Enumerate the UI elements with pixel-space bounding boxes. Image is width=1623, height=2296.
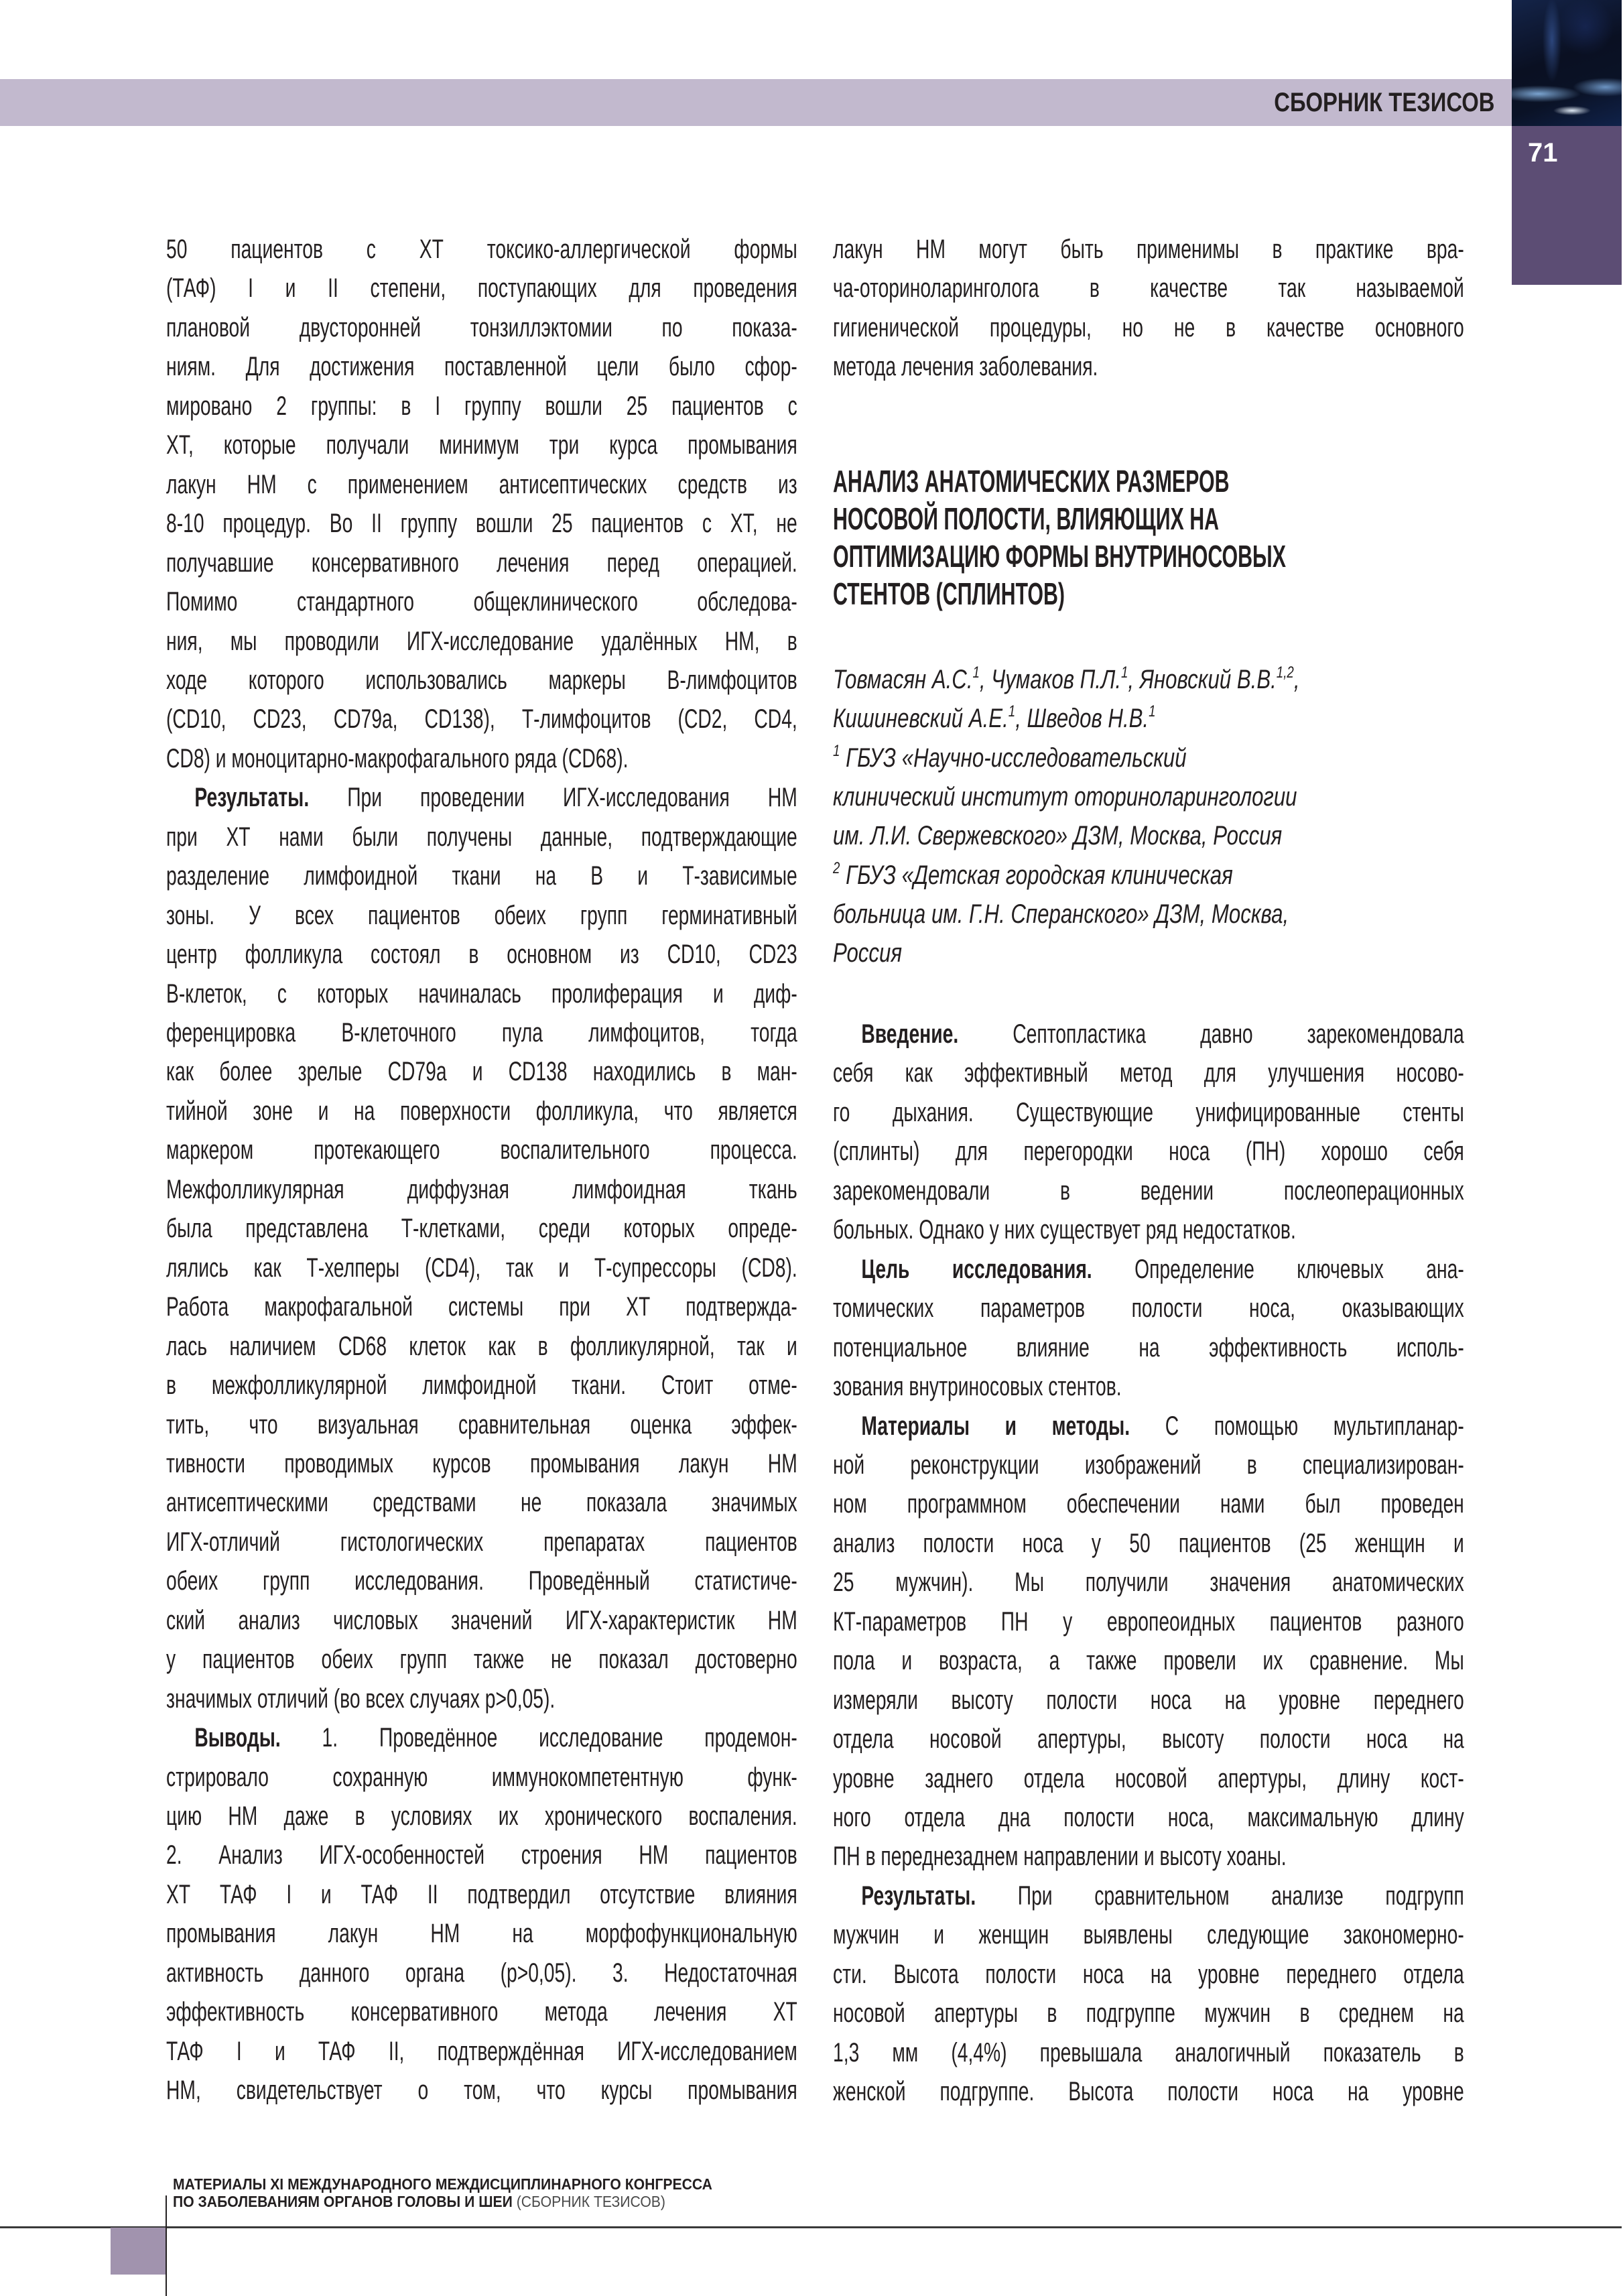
text-line bbox=[833, 1837, 1464, 1876]
affiliation-text: больница им. Г.Н. Сперанского» ДЗМ, Москва, bbox=[833, 899, 1289, 929]
text-line bbox=[166, 544, 797, 582]
line-text: Определение ключевых ана- bbox=[1092, 1254, 1464, 1284]
text-line bbox=[833, 2072, 1464, 2111]
affiliation-marker: 1 bbox=[1120, 663, 1128, 682]
footer-subtitle-light: (СБОРНИК ТЕЗИСОВ) bbox=[512, 2193, 665, 2210]
line-text: потенциальное влияние на эффективность исполь- bbox=[833, 1332, 1464, 1362]
line-text: как более зрелые CD79a и CD138 находились в ман- bbox=[166, 1057, 797, 1087]
text-line bbox=[833, 1720, 1464, 1759]
text-line bbox=[166, 935, 797, 974]
text-line bbox=[166, 1405, 797, 1444]
text-line bbox=[166, 1131, 797, 1169]
line-text: лась наличием CD68 клеток как в фолликулярной, так и bbox=[166, 1331, 797, 1361]
section-title: СБОРНИК ТЕЗИСОВ bbox=[1273, 88, 1494, 117]
line-text: значимых отличий (во всех случаях p>0,05). bbox=[166, 1683, 556, 1714]
line-text: стрировало сохранную иммунокомпетентную функ- bbox=[166, 1762, 797, 1792]
line-text: обеих групп исследования. Проведённый статистиче- bbox=[166, 1566, 797, 1596]
text-line bbox=[833, 1876, 1464, 1915]
article-title-line: НОСОВОЙ ПОЛОСТИ, ВЛИЯЮЩИХ НА bbox=[833, 501, 1220, 536]
affiliation-marker: 1,2 bbox=[1276, 663, 1294, 682]
text-line bbox=[166, 896, 797, 935]
line-text: ной реконструкции изображений в специализирован- bbox=[833, 1450, 1464, 1480]
line-text: тить, что визуальная сравнительная оценка эффек- bbox=[166, 1409, 797, 1440]
line-text: эффективность консервативного метода лечения ХТ bbox=[166, 1997, 797, 2027]
text-line bbox=[166, 1836, 797, 1874]
text-line bbox=[166, 1287, 797, 1326]
paragraph-heading: Материалы и методы. bbox=[861, 1411, 1130, 1441]
line-text: ходе которого использовались маркеры В-лимфоцитов bbox=[166, 665, 797, 695]
footer-color-block bbox=[111, 2228, 166, 2275]
text-line bbox=[833, 1289, 1464, 1328]
text-line bbox=[166, 2071, 797, 2110]
text-line bbox=[166, 465, 797, 504]
text-line bbox=[166, 974, 797, 1013]
text-line bbox=[166, 1601, 797, 1640]
line-text: ский анализ числовых значений ИГХ-характеристик НМ bbox=[166, 1605, 797, 1635]
line-text: С помощью мультипланар- bbox=[1130, 1411, 1464, 1441]
line-text: метода лечения заболевания. bbox=[833, 352, 1098, 382]
paragraph-heading: Результаты. bbox=[861, 1880, 976, 1911]
line-text: пола и возраста, а также провели их сравнение. Мы bbox=[833, 1646, 1464, 1676]
line-text: мировано 2 группы: в I группу вошли 25 пациентов с bbox=[166, 391, 797, 421]
authors-line bbox=[833, 699, 1156, 738]
line-text: Межфолликулярная диффузная лимфоидная ткань bbox=[166, 1174, 797, 1204]
line-text: зоны. У всех пациентов обеих групп герминативный bbox=[166, 900, 797, 930]
text-line bbox=[166, 269, 797, 308]
line-text: была представлена Т-клетками, среди которых опреде- bbox=[166, 1214, 797, 1244]
article-title-line: СТЕНТОВ (СПЛИНТОВ) bbox=[833, 576, 1065, 611]
text-line bbox=[166, 1561, 797, 1600]
line-text: При сравнительном анализе подгрупп bbox=[976, 1880, 1464, 1911]
text-line bbox=[166, 661, 797, 700]
text-line bbox=[166, 504, 797, 543]
text-line bbox=[833, 1328, 1464, 1367]
text-line bbox=[833, 1915, 1464, 1954]
line-text: 1,3 мм (4,4%) превышала аналогичный показатель в bbox=[833, 2037, 1464, 2067]
author-name: Товмасян А.С. bbox=[833, 665, 973, 694]
text-line bbox=[166, 2032, 797, 2071]
paragraph-heading: Выводы. bbox=[194, 1723, 281, 1753]
line-text: разделение лимфоидной ткани на В и Т-зависимые bbox=[166, 861, 797, 891]
text-line bbox=[166, 818, 797, 856]
line-text: тийной зоне и на поверхности фолликула, что является bbox=[166, 1096, 797, 1126]
text-line bbox=[833, 1602, 1464, 1641]
line-text: зования внутриносовых стентов. bbox=[833, 1372, 1122, 1402]
text-line bbox=[166, 739, 797, 778]
line-text: Работа макрофагальной системы при ХТ подтвержда- bbox=[166, 1292, 797, 1322]
text-line bbox=[166, 1327, 797, 1366]
line-text: Септопластика давно зарекомендовала bbox=[958, 1019, 1464, 1049]
affiliation-line bbox=[833, 934, 902, 972]
line-text: ХТ, которые получали минимум три курса промывания bbox=[166, 430, 797, 460]
line-text: CD8) и моноцитарно-макрофагального ряда (CD68). bbox=[166, 743, 629, 773]
line-text: лакун НМ могут быть применимы в практике вра- bbox=[833, 235, 1464, 264]
text-line bbox=[166, 1640, 797, 1679]
text-line bbox=[166, 1679, 797, 1718]
text-line bbox=[166, 1914, 797, 1953]
line-text: центр фолликула состоял в основном из CD10, CD23 bbox=[166, 940, 797, 970]
line-text: 25 мужчин). Мы получили значения анатомических bbox=[833, 1568, 1464, 1598]
affiliation-number: 2 bbox=[833, 858, 840, 877]
line-text: ниям. Для достижения поставленной цели было сфор- bbox=[166, 352, 797, 382]
affiliation-marker: 1 bbox=[972, 663, 980, 682]
author-name: Кишиневский А.Е. bbox=[833, 704, 1009, 734]
text-line bbox=[833, 1015, 1464, 1054]
line-text: ференцировка В-клеточного пула лимфоцитов, тогда bbox=[166, 1018, 797, 1047]
affiliation-marker: 1 bbox=[1149, 702, 1156, 721]
paragraph-heading: Цель исследования. bbox=[861, 1254, 1092, 1284]
text-line bbox=[166, 1249, 797, 1287]
footer-subtitle-bold: ПО ЗАБОЛЕВАНИЯМ ОРГАНОВ ГОЛОВЫ И ШЕИ bbox=[173, 2193, 513, 2210]
line-text: (ТАФ) I и II степени, поступающих для проведения bbox=[166, 273, 797, 304]
text-line bbox=[833, 230, 1464, 269]
line-text: ИГХ-отличий гистологических препаратах пациентов bbox=[166, 1527, 797, 1557]
text-line bbox=[833, 269, 1464, 308]
line-text: ХТ ТАФ I и ТАФ II подтвердил отсутствие влияния bbox=[166, 1879, 797, 1909]
line-text: ния, мы проводили ИГХ-исследование удалённых НМ, в bbox=[166, 626, 797, 656]
authors-line bbox=[833, 660, 1300, 699]
text-line bbox=[833, 1798, 1464, 1837]
line-text: 8-10 процедур. Во II группу вошли 25 пациентов с ХТ, не bbox=[166, 509, 797, 539]
text-line bbox=[833, 1681, 1464, 1720]
text-line bbox=[166, 1875, 797, 1914]
line-text: антисептическими средствами не показала значимых bbox=[166, 1488, 797, 1518]
text-line bbox=[833, 1250, 1464, 1289]
line-text: (CD10, CD23, CD79a, CD138), Т-лимфоцитов (CD2, CD4, bbox=[166, 704, 797, 735]
text-line bbox=[166, 778, 797, 817]
line-text: (сплинты) для перегородки носа (ПН) хорошо себя bbox=[833, 1137, 1464, 1167]
author-name: Шведов Н.В. bbox=[1027, 704, 1149, 734]
line-text: активность данного органа (p>0,05). 3. Недостаточная bbox=[166, 1958, 797, 1988]
line-text: 1. Проведённое исследование продемон- bbox=[280, 1723, 797, 1753]
text-line bbox=[833, 1171, 1464, 1210]
affiliation-text: клинический институт оториноларингологии bbox=[833, 781, 1297, 812]
affiliation-text: ГБУЗ «Научно-исследовательский bbox=[846, 743, 1187, 773]
text-line bbox=[166, 1758, 797, 1797]
line-text: получавшие консервативного лечения перед операцией. bbox=[166, 548, 797, 578]
paragraph-heading: Результаты. bbox=[194, 783, 310, 813]
text-line bbox=[833, 1132, 1464, 1171]
text-line bbox=[166, 582, 797, 621]
footer-conference-title: МАТЕРИАЛЫ XI МЕЖДУНАРОДНОГО МЕЖДИСЦИПЛИНАРНОГО КОНГРЕССА bbox=[173, 2175, 712, 2193]
line-text: тивности проводимых курсов промывания лакун НМ bbox=[166, 1448, 797, 1478]
line-text: КТ-параметров ПН у европеоидных пациентов разного bbox=[833, 1606, 1464, 1637]
text-line bbox=[833, 1446, 1464, 1484]
affiliation-line bbox=[833, 777, 1297, 816]
line-text: ного отдела дна полости носа, максимальную длину bbox=[833, 1803, 1464, 1832]
text-line bbox=[166, 1170, 797, 1209]
line-text: уровне заднего отдела носовой апертуры, длину кост- bbox=[833, 1763, 1464, 1793]
author-name: Чумаков П.Л. bbox=[991, 665, 1121, 694]
text-line bbox=[166, 308, 797, 347]
author-name: Яновский В.В. bbox=[1139, 665, 1277, 694]
line-text: плановой двусторонней тонзиллэктомии по показа- bbox=[166, 312, 797, 342]
text-line bbox=[166, 1992, 797, 2031]
text-line bbox=[166, 347, 797, 386]
text-line bbox=[833, 1641, 1464, 1680]
paragraph-heading: Введение. bbox=[861, 1019, 959, 1049]
text-line bbox=[833, 1210, 1464, 1249]
author-separator: , bbox=[979, 665, 992, 694]
text-line bbox=[166, 1797, 797, 1836]
line-text: зарекомендовали в ведении послеоперационных bbox=[833, 1175, 1464, 1206]
line-text: При проведении ИГХ-исследования НМ bbox=[309, 783, 797, 813]
line-text: НМ, свидетельствует о том, что курсы промывания bbox=[166, 2076, 797, 2106]
text-line bbox=[833, 1054, 1464, 1092]
text-line bbox=[833, 1955, 1464, 1994]
text-line bbox=[166, 1013, 797, 1052]
text-line bbox=[166, 856, 797, 895]
line-text: цию НМ даже в условиях их хронического воспаления. bbox=[166, 1801, 797, 1831]
decorative-light-image bbox=[1512, 0, 1622, 126]
article-title-line: АНАЛИЗ АНАТОМИЧЕСКИХ РАЗМЕРОВ bbox=[833, 464, 1230, 499]
line-text: у пациентов обеих групп также не показал достоверно bbox=[166, 1645, 797, 1675]
text-line bbox=[833, 1524, 1464, 1563]
footer-rule bbox=[0, 2226, 1622, 2228]
article-title-line: ОПТИМИЗАЦИЮ ФОРМЫ ВНУТРИНОСОВЫХ bbox=[833, 539, 1287, 574]
line-text: ном программном обеспечении нами был проведен bbox=[833, 1489, 1464, 1519]
line-text: женской подгруппе. Высота полости носа на уровне bbox=[833, 2077, 1464, 2107]
text-line bbox=[833, 1093, 1464, 1132]
author-separator: , bbox=[1293, 665, 1300, 694]
line-text: ТАФ I и ТАФ II, подтверждённая ИГХ-исследованием bbox=[166, 2036, 797, 2066]
text-line bbox=[166, 622, 797, 661]
line-text: промывания лакун НМ на морфофункциональную bbox=[166, 1919, 797, 1949]
footer-vertical-rule bbox=[166, 2195, 167, 2296]
text-line bbox=[166, 426, 797, 464]
affiliation-text: ГБУЗ «Детская городская клиническая bbox=[846, 860, 1233, 890]
line-text: больных. Однако у них существует ряд недостатков. bbox=[833, 1215, 1296, 1245]
author-separator: , bbox=[1128, 665, 1140, 694]
line-text: ПН в переднезаднем направлении и высоту хоаны. bbox=[833, 1842, 1287, 1872]
line-text: маркером протекающего воспалительного процесса. bbox=[166, 1135, 797, 1165]
text-line bbox=[833, 1367, 1464, 1406]
text-line bbox=[833, 308, 1464, 347]
affiliation-number: 1 bbox=[833, 741, 840, 760]
text-line bbox=[166, 1954, 797, 1992]
line-text: В-клеток, с которых начиналась пролиферация и диф- bbox=[166, 978, 797, 1009]
line-text: лакун НМ с применением антисептических средств из bbox=[166, 469, 797, 499]
line-text: лялись как Т-хелперы (CD4), так и Т-супрессоры (CD8). bbox=[166, 1253, 797, 1283]
text-line bbox=[166, 1718, 797, 1757]
line-text: Помимо стандартного общеклинического обследова- bbox=[166, 587, 797, 617]
text-line bbox=[833, 1563, 1464, 1602]
line-text: анализ полости носа у 50 пациентов (25 женщин и bbox=[833, 1528, 1464, 1558]
line-text: ча-оториноларинголога в качестве так называемой bbox=[833, 273, 1464, 304]
line-text: при ХТ нами были получены данные, подтверждающие bbox=[166, 822, 797, 852]
affiliation-line bbox=[833, 856, 1233, 895]
line-text: сти. Высота полости носа на уровне переднего отдела bbox=[833, 1959, 1464, 1989]
line-text: 2. Анализ ИГХ-особенностей строения НМ пациентов bbox=[166, 1840, 797, 1870]
line-text: отдела носовой апертуры, высоту полости носа на bbox=[833, 1724, 1464, 1755]
footer-conference-subtitle bbox=[173, 2193, 665, 2210]
text-line bbox=[166, 1052, 797, 1091]
page-number: 71 bbox=[1528, 138, 1558, 168]
affiliation-line bbox=[833, 739, 1187, 777]
line-text: 50 пациентов с ХТ токсико-аллергической формы bbox=[166, 235, 797, 264]
affiliation-marker: 1 bbox=[1008, 702, 1016, 721]
line-text: го дыхания. Существующие унифицированные стенты bbox=[833, 1097, 1464, 1127]
text-line bbox=[833, 1484, 1464, 1523]
text-line bbox=[833, 1407, 1464, 1446]
text-line bbox=[166, 230, 797, 269]
text-line bbox=[166, 1523, 797, 1561]
affiliation-text: Россия bbox=[833, 938, 903, 968]
line-text: гигиенической процедуры, но не в качестве основного bbox=[833, 312, 1464, 342]
line-text: себя как эффективный метод для улучшения носово- bbox=[833, 1058, 1464, 1088]
text-line bbox=[166, 1209, 797, 1248]
text-line bbox=[166, 1366, 797, 1405]
text-line bbox=[166, 1092, 797, 1131]
affiliation-line bbox=[833, 816, 1282, 855]
text-line bbox=[833, 1759, 1464, 1798]
text-line bbox=[166, 1444, 797, 1483]
text-line bbox=[166, 1483, 797, 1522]
text-line bbox=[833, 2033, 1464, 2072]
line-text: томических параметров полости носа, оказывающих bbox=[833, 1293, 1464, 1324]
line-text: мужчин и женщин выявлены следующие закономерно- bbox=[833, 1920, 1464, 1950]
affiliation-line bbox=[833, 895, 1289, 934]
line-text: измеряли высоту полости носа на уровне переднего bbox=[833, 1685, 1464, 1715]
line-text: в межфолликулярной лимфоидной ткани. Стоит отме- bbox=[166, 1370, 797, 1401]
text-line bbox=[166, 700, 797, 739]
text-line bbox=[166, 387, 797, 426]
affiliation-text: им. Л.И. Свержевского» ДЗМ, Москва, Россия bbox=[833, 821, 1283, 851]
text-line bbox=[833, 1994, 1464, 2033]
text-line bbox=[833, 347, 1464, 386]
line-text: носовой апертуры в подгруппе мужчин в среднем на bbox=[833, 1998, 1464, 2029]
author-separator: , bbox=[1015, 704, 1027, 734]
